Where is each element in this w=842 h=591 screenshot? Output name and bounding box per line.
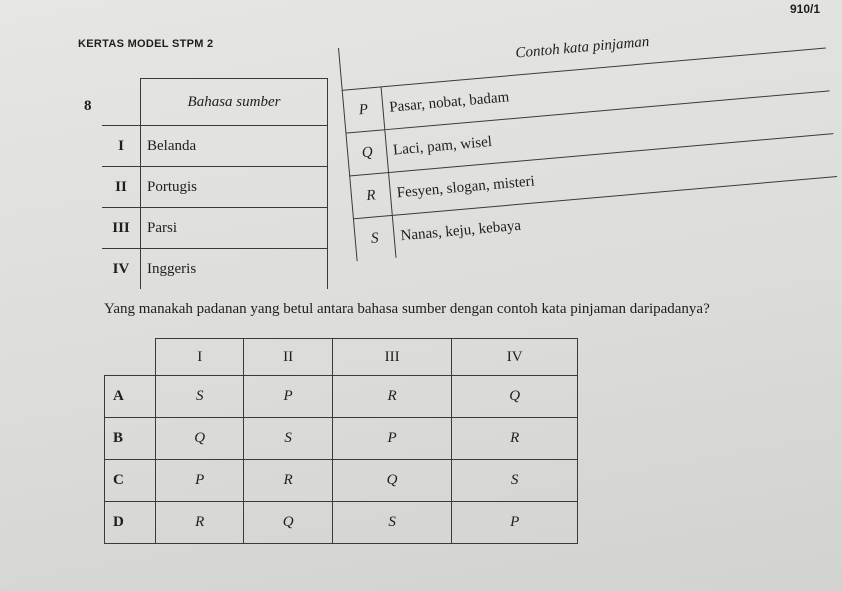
option-value: P: [452, 502, 578, 544]
lang-name: Inggeris: [141, 249, 328, 290]
question-text: Yang manakah padanan yang betul antara bahasa sumber dengan contoh kata pinjaman daripadanya?: [104, 301, 710, 317]
table-row: [102, 249, 328, 290]
table-row: [102, 208, 328, 249]
example-label: Q: [346, 130, 389, 176]
example-label: P: [342, 87, 385, 133]
lang-number: II: [102, 167, 141, 208]
option-value: P: [156, 460, 244, 502]
answer-column-header: III: [332, 339, 451, 376]
example-words: Pasar, nobat, badam: [381, 48, 830, 130]
answer-column-header: I: [156, 339, 244, 376]
lang-name: Belanda: [141, 126, 328, 167]
answer-column-header: IV: [452, 339, 578, 376]
lang-number: III: [102, 208, 141, 249]
lang-number: IV: [102, 249, 141, 290]
example-words: Nanas, keju, kebaya: [392, 176, 841, 257]
question-number: 8: [84, 98, 92, 114]
lang-table-header: Bahasa sumber: [141, 79, 328, 126]
answer-options-table: [104, 338, 578, 544]
option-value: R: [452, 418, 578, 460]
answer-option-row[interactable]: [105, 460, 578, 502]
paper-header: KERTAS MODEL STPM 2: [78, 38, 214, 50]
option-value: Q: [244, 502, 332, 544]
example-label: R: [350, 173, 393, 219]
option-value: R: [244, 460, 332, 502]
answer-option-row[interactable]: [105, 418, 578, 460]
option-value: S: [332, 502, 451, 544]
answer-column-header: II: [244, 339, 332, 376]
table-row: [102, 126, 328, 167]
option-value: S: [156, 376, 244, 418]
option-value: S: [452, 460, 578, 502]
examples-table-header: Contoh kata pinjaman: [338, 6, 825, 91]
option-label[interactable]: C: [105, 460, 156, 502]
option-value: Q: [452, 376, 578, 418]
option-value: R: [332, 376, 451, 418]
option-label[interactable]: D: [105, 502, 156, 544]
answer-option-row[interactable]: [105, 502, 578, 544]
lang-name: Portugis: [141, 167, 328, 208]
example-label: S: [353, 215, 396, 261]
option-value: P: [244, 376, 332, 418]
lang-corner-cell: [102, 79, 141, 126]
lang-name: Parsi: [141, 208, 328, 249]
example-words: Fesyen, slogan, misteri: [389, 134, 838, 216]
option-label[interactable]: A: [105, 376, 156, 418]
answer-option-row[interactable]: [105, 376, 578, 418]
page-code: 910/1: [789, 2, 820, 16]
option-value: Q: [156, 418, 244, 460]
option-label[interactable]: B: [105, 418, 156, 460]
examples-table-wrapper: [338, 6, 841, 262]
option-value: Q: [332, 460, 451, 502]
loanword-examples-table: [338, 6, 841, 262]
source-language-table: [102, 78, 328, 289]
lang-number: I: [102, 126, 141, 167]
option-value: S: [244, 418, 332, 460]
example-words: Laci, pam, wisel: [385, 91, 834, 173]
option-value: R: [156, 502, 244, 544]
table-row: [102, 167, 328, 208]
option-value: P: [332, 418, 451, 460]
answer-corner-cell: [105, 339, 156, 376]
